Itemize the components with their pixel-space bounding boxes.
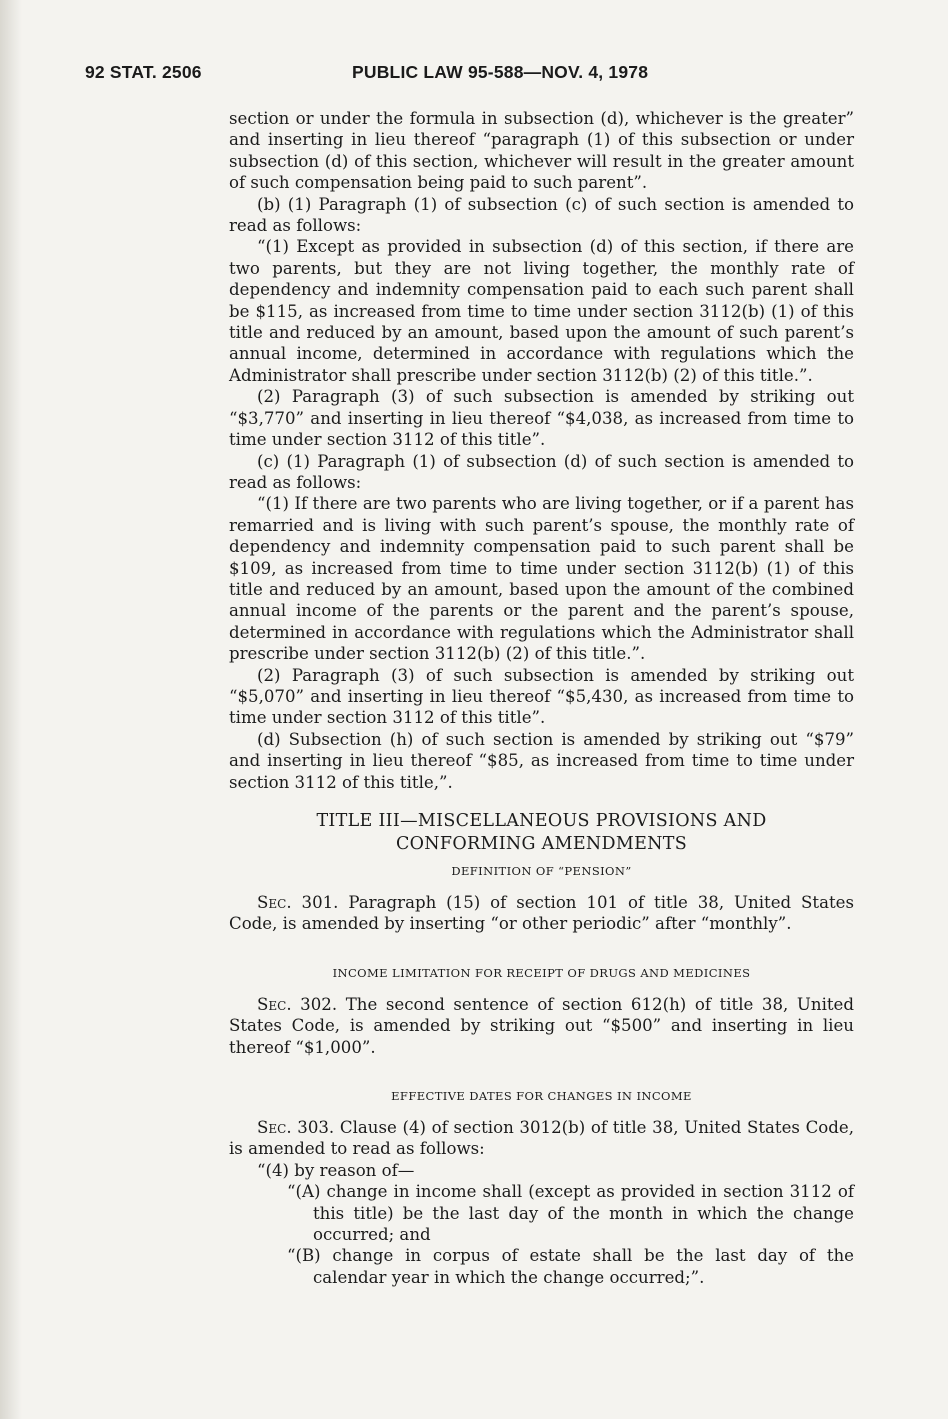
clause-4A: “(A) change in income shall (except as provided in section 3112 of this title) be the last day of the month in which the change occurred; and [287,1182,854,1245]
section-label: Sec [257,1118,287,1138]
title-heading [229,810,854,856]
paragraph-b2: (2) Paragraph (3) of such subsection is amended by striking out “$3,770” and inserting in lieu thereof “$4,038, as increased from time to time under section 3112 of this title”. [229,387,854,450]
section-301 [229,892,854,935]
paragraph-continuation: section or under the formula in subsection (d), whichever is the greater” and inserting in lieu thereof “paragraph (1) of this subsection or under subsection (d) of this section, whichever will result in the greater amount of such compensation being paid to such parent”. [229,109,854,193]
section-302-heading: INCOME LIMITATION FOR RECEIPT OF DRUGS AND MEDICINES [332,965,751,980]
paragraph-d: (d) Subsection (h) of such section is amended by striking out “$79” and inserting in lieu thereof “$85, as increased from time to time under section 3112 of this title,”. [229,729,854,792]
stat-reference: 92 STAT. 2506 [85,62,202,82]
section-302-text: . 302. The second sentence of section 612(h) of title 38, United States Code, is amended by striking out “$500” and inserting in lieu thereof “$1,000”. [229,994,854,1057]
section-301-text: . 301. Paragraph (15) of section 101 of title 38, United States Code, is amended by inserting “or other periodic” after “monthly”. [229,893,854,934]
title-heading-line2: CONFORMING AMENDMENTS [395,834,688,854]
document-body [229,108,854,1288]
paragraph-b1: (b) (1) Paragraph (1) of subsection (c) of such section is amended to read as follows: [229,194,854,236]
section-303-heading: EFFECTIVE DATES FOR CHANGES IN INCOME [391,1089,692,1104]
public-law-reference: PUBLIC LAW 95-588—NOV. 4, 1978 [352,62,649,82]
page-edge [0,0,22,1419]
section-label: Sec [257,893,287,912]
paragraph-c1-quote: “(1) If there are two parents who are living together, or if a parent has remarried and is living with such parent’s spouse, the monthly rate of dependency and indemnity compensation paid to such parent shall be $109, as increased from time to time under section 3112(b) (1) of this title and reduced by an amount, based upon the amount of the combined annual income of the parents or the parent and the parent’s spouse, determined in accordance with regulations which the Administrator shall prescribe under section 3112(b) (2) of this title.”. [229,494,854,664]
clause-4B: “(B) change in corpus of estate shall be the last day of the calendar year in which the change occurred;”. [287,1246,854,1287]
section-303 [229,1117,854,1160]
bleed-through-margin-note [872,150,876,165]
section-301-heading: DEFINITION OF “PENSION” [451,864,632,878]
clause-4: “(4) by reason of— [257,1160,415,1180]
section-302 [229,994,854,1058]
paragraph-b1-quote: “(1) Except as provided in subsection (d) of this section, if there are two parents, but they are not living together, the monthly rate of dependency and indemnity compensation paid to each such parent shall be $115, as increased from time to time under section 3112(b) (1) of this title and reduced by an amount, based upon the amount of such parent’s annual income, determined in accordance with regulations which the Administrator shall prescribe under section 3112(b) (2) of this title.”. [229,237,854,385]
section-303-text: . 303. Clause (4) of section 3012(b) of title 38, United States Code, is amended to read as follows: [229,1118,854,1159]
title-heading-line1: TITLE III—MISCELLANEOUS PROVISIONS AND [316,811,767,831]
paragraph-c1: (c) (1) Paragraph (1) of subsection (d) of such section is amended to read as follows: [229,451,854,492]
paragraph-c2: (2) Paragraph (3) of such subsection is amended by striking out “$5,070” and inserting in lieu thereof “$5,430, as increased from time to time under section 3112 of this title”. [229,665,854,728]
section-label: Sec [257,994,287,1014]
page-header [85,62,725,86]
